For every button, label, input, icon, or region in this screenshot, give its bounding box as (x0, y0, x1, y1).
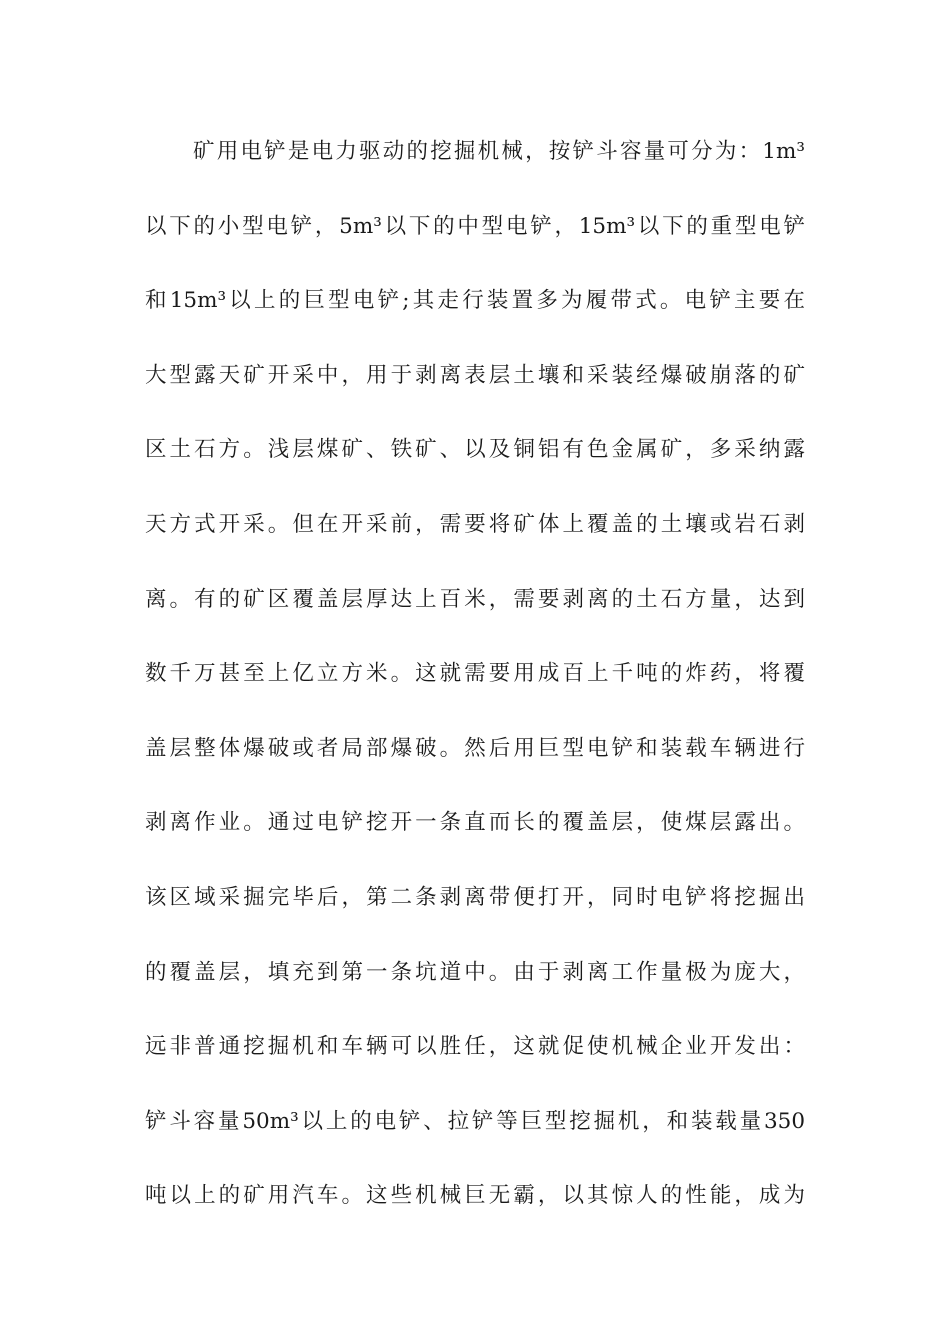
paragraph-line: 数千万甚至上亿立方米。这就需要用成百上千吨的炸药，将覆 (145, 661, 805, 687)
paragraph-line: 区土石方。浅层煤矿、铁矿、以及铜铝有色金属矿，多采纳露 (145, 437, 805, 463)
paragraph-line: 天方式开采。但在开采前，需要将矿体上覆盖的土壤或岩石剥 (145, 511, 805, 537)
paragraph-line: 铲斗容量50m³以上的电铲、拉铲等巨型挖掘机，和装载量350 (145, 1108, 805, 1134)
paragraph-line: 远非普通挖掘机和车辆可以胜任，这就促使机械企业开发出： (145, 1034, 805, 1060)
paragraph-line: 的覆盖层，填充到第一条坑道中。由于剥离工作量极为庞大， (145, 959, 805, 985)
paragraph-line: 吨以上的矿用汽车。这些机械巨无霸，以其惊人的性能，成为 (145, 1183, 805, 1209)
paragraph-line: 大型露天矿开采中，用于剥离表层土壤和采装经爆破崩落的矿 (145, 362, 805, 388)
paragraph-line: 矿用电铲是电力驱动的挖掘机械，按铲斗容量可分为：1m³ (193, 139, 805, 164)
paragraph-line: 以下的小型电铲，5m³以下的中型电铲，15m³以下的重型电铲 (145, 213, 805, 239)
paragraph-line: 盖层整体爆破或者局部爆破。然后用巨型电铲和装载车辆进行 (145, 735, 805, 761)
paragraph-line: 和15m³以上的巨型电铲;其走行装置多为履带式。电铲主要在 (145, 288, 805, 314)
body-paragraph (145, 128, 805, 1247)
paragraph-line: 剥离作业。通过电铲挖开一条直而长的覆盖层，使煤层露出。 (145, 810, 805, 836)
paragraph-line: 离。有的矿区覆盖层厚达上百米，需要剥离的土石方量，达到 (145, 586, 805, 612)
paragraph-line: 该区域采掘完毕后，第二条剥离带便打开，同时电铲将挖掘出 (145, 884, 805, 910)
